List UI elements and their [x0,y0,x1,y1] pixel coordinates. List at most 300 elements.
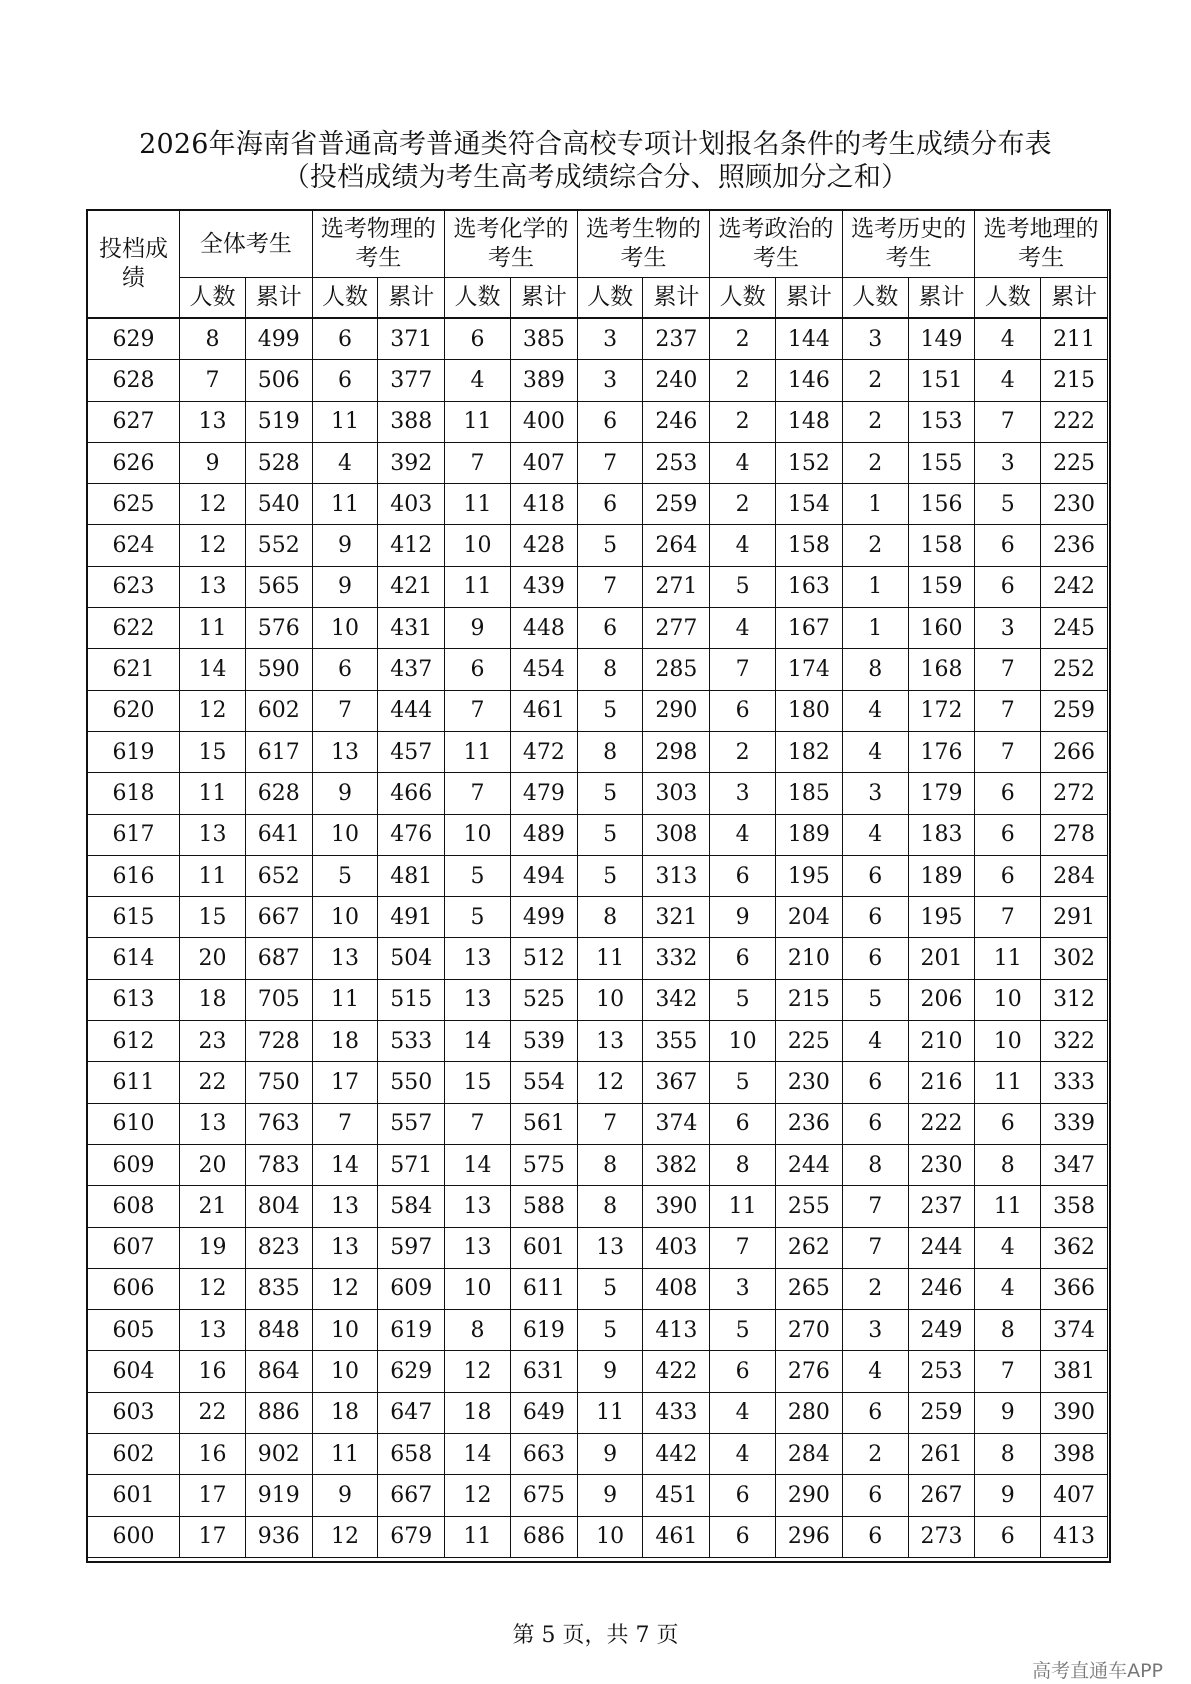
cumulative-cell: 182 [776,731,843,772]
count-cell: 11 [445,566,511,607]
count-cell: 13 [180,401,246,442]
cumulative-cell: 750 [245,1062,312,1103]
count-cell: 6 [842,1062,908,1103]
table-row [88,1268,1108,1309]
cumulative-cell: 679 [378,1516,445,1557]
table-row [88,1186,1108,1227]
cumulative-cell: 245 [1041,608,1108,649]
cumulative-cell: 237 [643,318,710,360]
cumulative-cell: 584 [378,1186,445,1227]
cumulative-cell: 180 [776,690,843,731]
cumulative-cell: 183 [908,814,975,855]
count-cell: 6 [842,1103,908,1144]
cumulative-cell: 602 [245,690,312,731]
count-cell: 10 [312,1351,378,1392]
count-cell: 7 [842,1186,908,1227]
cumulative-cell: 439 [510,566,577,607]
score-cell: 629 [88,318,180,360]
count-cell: 5 [577,525,643,566]
cumulative-cell: 259 [643,484,710,525]
cumulative-cell: 303 [643,773,710,814]
count-cell: 2 [842,1268,908,1309]
count-cell: 10 [312,1310,378,1351]
cumulative-cell: 381 [1041,1351,1108,1392]
cumulative-cell: 783 [245,1144,312,1185]
count-cell: 8 [975,1434,1041,1475]
count-cell: 8 [975,1144,1041,1185]
cumulative-cell: 499 [510,897,577,938]
cumulative-cell: 253 [908,1351,975,1392]
count-cell: 4 [710,814,776,855]
count-cell: 6 [975,566,1041,607]
count-cell: 3 [577,318,643,360]
score-cell: 612 [88,1021,180,1062]
count-cell: 8 [180,318,246,360]
cumulative-cell: 255 [776,1186,843,1227]
cumulative-cell: 561 [510,1103,577,1144]
cumulative-cell: 144 [776,318,843,360]
count-cell: 17 [180,1475,246,1516]
cumulative-cell: 848 [245,1310,312,1351]
count-cell: 13 [312,1227,378,1268]
cumulative-cell: 506 [245,360,312,401]
score-distribution-table [87,210,1108,1558]
cumulative-cell: 431 [378,608,445,649]
cumulative-cell: 146 [776,360,843,401]
count-cell: 6 [710,855,776,896]
count-cell: 13 [180,814,246,855]
count-header: 人数 [842,278,908,319]
cumulative-cell: 246 [643,401,710,442]
cumulative-cell: 519 [245,401,312,442]
cumulative-cell: 407 [1041,1475,1108,1516]
cumulative-cell: 494 [510,855,577,896]
table-row [88,1516,1108,1557]
score-cell: 625 [88,484,180,525]
count-cell: 13 [445,938,511,979]
count-cell: 12 [445,1351,511,1392]
cumulative-cell: 278 [1041,814,1108,855]
cumulative-cell: 454 [510,649,577,690]
count-cell: 5 [710,566,776,607]
score-cell: 607 [88,1227,180,1268]
cumulative-cell: 374 [643,1103,710,1144]
page-footer: 第 5 页，共 7 页 [512,1623,679,1648]
cumulative-cell: 533 [378,1021,445,1062]
cumulative-cell: 342 [643,979,710,1020]
count-cell: 10 [975,1021,1041,1062]
count-cell: 2 [842,442,908,483]
count-cell: 1 [842,566,908,607]
count-cell: 13 [312,1186,378,1227]
cumulative-cell: 528 [245,442,312,483]
cumulative-cell: 355 [643,1021,710,1062]
count-cell: 9 [312,525,378,566]
count-cell: 11 [445,731,511,772]
cumulative-cell: 285 [643,649,710,690]
cumulative-cell: 936 [245,1516,312,1557]
cumulative-cell: 390 [1041,1392,1108,1433]
cumulative-cell: 296 [776,1516,843,1557]
cumulative-cell: 902 [245,1434,312,1475]
cumulative-cell: 437 [378,649,445,690]
count-cell: 5 [312,855,378,896]
count-cell: 7 [975,897,1041,938]
cumulative-cell: 252 [1041,649,1108,690]
count-cell: 18 [445,1392,511,1433]
count-cell: 4 [842,690,908,731]
count-cell: 2 [710,318,776,360]
count-cell: 4 [710,525,776,566]
count-cell: 8 [577,1144,643,1185]
cumulative-cell: 280 [776,1392,843,1433]
count-cell: 2 [842,360,908,401]
count-cell: 13 [577,1227,643,1268]
count-cell: 7 [180,360,246,401]
cumulative-cell: 628 [245,773,312,814]
count-cell: 7 [975,731,1041,772]
cumulative-cell: 265 [776,1268,843,1309]
score-cell: 618 [88,773,180,814]
count-cell: 5 [445,855,511,896]
count-cell: 6 [842,897,908,938]
cumulative-cell: 418 [510,484,577,525]
cumulative-cell: 272 [1041,773,1108,814]
cumulative-cell: 619 [378,1310,445,1351]
count-cell: 4 [842,814,908,855]
table-row [88,360,1108,401]
count-cell: 7 [445,1103,511,1144]
score-cell: 608 [88,1186,180,1227]
cumulative-cell: 308 [643,814,710,855]
cumulative-cell: 240 [643,360,710,401]
cumulative-cell: 442 [643,1434,710,1475]
cumulative-cell: 148 [776,401,843,442]
count-cell: 5 [577,1268,643,1309]
cumulative-cell: 339 [1041,1103,1108,1144]
count-cell: 4 [975,1268,1041,1309]
count-cell: 4 [312,442,378,483]
count-cell: 19 [180,1227,246,1268]
cumulative-cell: 246 [908,1268,975,1309]
cumulative-cell: 457 [378,731,445,772]
count-cell: 22 [180,1062,246,1103]
count-cell: 6 [577,401,643,442]
cumulative-cell: 201 [908,938,975,979]
count-cell: 15 [180,731,246,772]
count-cell: 6 [975,1103,1041,1144]
count-cell: 5 [710,1310,776,1351]
cumulative-cell: 333 [1041,1062,1108,1103]
cumulative-cell: 479 [510,773,577,814]
cumulative-cell: 195 [776,855,843,896]
table-row [88,1021,1108,1062]
cumulative-cell: 160 [908,608,975,649]
count-header: 人数 [180,278,246,319]
table-row [88,608,1108,649]
cumulative-cell: 388 [378,401,445,442]
count-cell: 6 [710,1103,776,1144]
cumulative-cell: 663 [510,1434,577,1475]
count-cell: 7 [842,1227,908,1268]
cumulative-cell: 271 [643,566,710,607]
cumulative-cell: 362 [1041,1227,1108,1268]
count-cell: 4 [710,1434,776,1475]
cumulative-cell: 407 [510,442,577,483]
cumulative-cell: 504 [378,938,445,979]
count-cell: 2 [842,525,908,566]
count-cell: 3 [842,773,908,814]
cumulative-cell: 619 [510,1310,577,1351]
cumulative-cell: 864 [245,1351,312,1392]
group-header-all: 全体考生 [180,211,313,278]
count-cell: 7 [445,773,511,814]
count-cell: 18 [312,1021,378,1062]
cumulative-cell: 215 [1041,360,1108,401]
table-row [88,1310,1108,1351]
count-cell: 6 [842,855,908,896]
cumulative-cell: 491 [378,897,445,938]
cumulative-cell: 675 [510,1475,577,1516]
count-cell: 1 [842,484,908,525]
cumulative-cell: 444 [378,690,445,731]
count-cell: 11 [445,484,511,525]
count-cell: 4 [975,360,1041,401]
cumulative-cell: 168 [908,649,975,690]
cumulative-cell: 571 [378,1144,445,1185]
score-cell: 622 [88,608,180,649]
table-row [88,1351,1108,1392]
count-cell: 2 [710,360,776,401]
count-cell: 12 [180,1268,246,1309]
count-cell: 14 [445,1144,511,1185]
cumulative-cell: 158 [908,525,975,566]
score-cell: 614 [88,938,180,979]
cumulative-cell: 377 [378,360,445,401]
cumulative-cell: 705 [245,979,312,1020]
count-cell: 11 [180,608,246,649]
count-cell: 11 [577,1392,643,1433]
cumulative-cell: 151 [908,360,975,401]
cumulative-cell: 652 [245,855,312,896]
count-cell: 4 [842,1351,908,1392]
cumulative-cell: 216 [908,1062,975,1103]
count-cell: 17 [180,1516,246,1557]
count-cell: 18 [312,1392,378,1433]
cumulative-cell: 179 [908,773,975,814]
cumulative-cell: 312 [1041,979,1108,1020]
table-row [88,1062,1108,1103]
count-cell: 9 [312,566,378,607]
count-cell: 20 [180,1144,246,1185]
table-row [88,814,1108,855]
cumulative-cell: 261 [908,1434,975,1475]
cumulative-cell: 631 [510,1351,577,1392]
table-row [88,897,1108,938]
score-cell: 620 [88,690,180,731]
table-row [88,1392,1108,1433]
cumulative-cell: 163 [776,566,843,607]
cumulative-cell: 236 [776,1103,843,1144]
score-cell: 623 [88,566,180,607]
group-header-biology: 选考生物的考生 [577,211,710,278]
cumulative-cell: 658 [378,1434,445,1475]
score-cell: 615 [88,897,180,938]
cumulative-cell: 403 [643,1227,710,1268]
watermark: 高考直通车APP [1032,1660,1163,1682]
cumulative-cell: 322 [1041,1021,1108,1062]
cumulative-cell: 525 [510,979,577,1020]
cumulative-cell: 641 [245,814,312,855]
score-cell: 602 [88,1434,180,1475]
cumulative-cell: 466 [378,773,445,814]
cumulative-cell: 472 [510,731,577,772]
count-cell: 22 [180,1392,246,1433]
group-header-politics: 选考政治的考生 [710,211,843,278]
table-row [88,1475,1108,1516]
cumulative-cell: 236 [1041,525,1108,566]
cumulative-cell: 267 [908,1475,975,1516]
table-row [88,484,1108,525]
count-cell: 7 [710,1227,776,1268]
score-cell: 624 [88,525,180,566]
count-cell: 9 [577,1351,643,1392]
table-row [88,318,1108,360]
cumulative-cell: 886 [245,1392,312,1433]
count-cell: 7 [445,442,511,483]
count-cell: 6 [975,1516,1041,1557]
count-cell: 9 [312,1475,378,1516]
score-cell: 606 [88,1268,180,1309]
count-cell: 3 [842,318,908,360]
cumulative-cell: 590 [245,649,312,690]
cumulative-cell: 284 [1041,855,1108,896]
cumulative-cell: 210 [908,1021,975,1062]
count-cell: 11 [312,401,378,442]
count-cell: 6 [710,690,776,731]
cumulative-cell: 461 [643,1516,710,1557]
score-cell: 604 [88,1351,180,1392]
cumulative-cell: 629 [378,1351,445,1392]
count-cell: 10 [312,897,378,938]
count-cell: 10 [577,1516,643,1557]
count-cell: 2 [842,401,908,442]
cumulative-cell: 667 [378,1475,445,1516]
count-cell: 10 [577,979,643,1020]
cumulative-cell: 215 [776,979,843,1020]
count-cell: 13 [180,566,246,607]
cumulative-cell: 158 [776,525,843,566]
count-cell: 7 [975,649,1041,690]
count-cell: 7 [445,690,511,731]
table-row [88,649,1108,690]
count-cell: 4 [975,318,1041,360]
cumulative-cell: 174 [776,649,843,690]
cumulative-cell: 374 [1041,1310,1108,1351]
cumulative-cell: 291 [1041,897,1108,938]
score-cell: 601 [88,1475,180,1516]
cumulative-cell: 302 [1041,938,1108,979]
count-cell: 13 [312,731,378,772]
count-cell: 23 [180,1021,246,1062]
score-cell: 621 [88,649,180,690]
cumulative-cell: 413 [643,1310,710,1351]
count-cell: 11 [312,1434,378,1475]
cumulative-cell: 154 [776,484,843,525]
count-cell: 12 [180,690,246,731]
cumulative-cell: 321 [643,897,710,938]
table-row [88,938,1108,979]
count-cell: 6 [710,1351,776,1392]
count-cell: 11 [975,1186,1041,1227]
cumulative-header: 累计 [510,278,577,319]
count-cell: 3 [710,1268,776,1309]
count-cell: 11 [975,1062,1041,1103]
cumulative-cell: 512 [510,938,577,979]
count-cell: 8 [577,731,643,772]
cumulative-header: 累计 [1041,278,1108,319]
cumulative-cell: 686 [510,1516,577,1557]
cumulative-cell: 176 [908,731,975,772]
cumulative-cell: 647 [378,1392,445,1433]
cumulative-header: 累计 [245,278,312,319]
group-header-physics: 选考物理的考生 [312,211,445,278]
count-cell: 16 [180,1351,246,1392]
count-cell: 15 [445,1062,511,1103]
count-cell: 17 [312,1062,378,1103]
count-cell: 9 [710,897,776,938]
cumulative-cell: 476 [378,814,445,855]
count-cell: 11 [180,855,246,896]
count-cell: 6 [445,649,511,690]
cumulative-cell: 385 [510,318,577,360]
count-cell: 3 [975,442,1041,483]
count-header: 人数 [445,278,511,319]
count-cell: 7 [710,649,776,690]
score-cell: 616 [88,855,180,896]
group-header-history: 选考历史的考生 [842,211,975,278]
score-column-header: 投档成绩 [88,211,180,319]
cumulative-cell: 609 [378,1268,445,1309]
cumulative-cell: 588 [510,1186,577,1227]
cumulative-cell: 262 [776,1227,843,1268]
table-row [88,1103,1108,1144]
count-cell: 21 [180,1186,246,1227]
score-cell: 627 [88,401,180,442]
count-cell: 8 [577,897,643,938]
cumulative-cell: 153 [908,401,975,442]
cumulative-cell: 244 [776,1144,843,1185]
count-cell: 11 [312,484,378,525]
count-cell: 9 [975,1475,1041,1516]
count-cell: 8 [577,649,643,690]
count-cell: 2 [710,401,776,442]
cumulative-cell: 230 [1041,484,1108,525]
count-cell: 2 [710,731,776,772]
cumulative-cell: 597 [378,1227,445,1268]
cumulative-cell: 167 [776,608,843,649]
cumulative-cell: 382 [643,1144,710,1185]
cumulative-cell: 284 [776,1434,843,1475]
cumulative-cell: 371 [378,318,445,360]
count-cell: 13 [180,1103,246,1144]
count-cell: 14 [445,1021,511,1062]
count-cell: 5 [577,1310,643,1351]
cumulative-cell: 428 [510,525,577,566]
count-cell: 11 [180,773,246,814]
count-cell: 9 [577,1475,643,1516]
page-title: 2026年海南省普通高考普通类符合高校专项计划报名条件的考生成绩分布表 [139,129,1052,160]
